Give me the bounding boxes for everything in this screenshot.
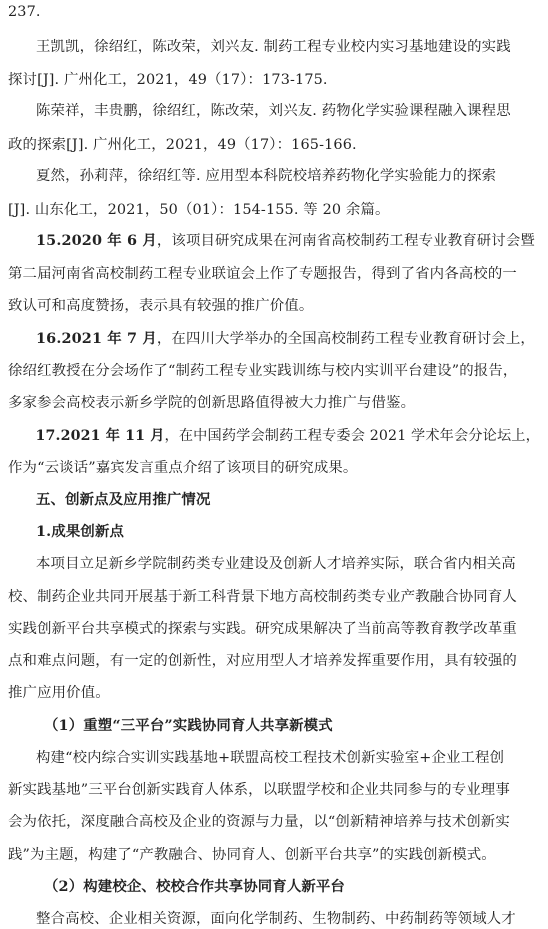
reference-line: 探讨[J]. 广州化工，2021，49（17）：173-175. <box>8 72 328 88</box>
paragraph-line: 16.2021 年 7 月，在四川大学举办的全国高校制药工程专业教育研讨会上， <box>36 330 535 347</box>
paragraph-line: 徐绍红教授在分会场作了“制药工程专业实践训练与校内实训平台建设”的报告， <box>8 363 518 379</box>
reference-line: [J]. 山东化工，2021，50（01）：154-155. 等 20 余篇。 <box>8 202 390 218</box>
paragraph-line: 多家参会高校表示新乡学院的创新思路值得被大力推广与借鉴。 <box>8 395 416 411</box>
text-line: 237. <box>8 4 41 20</box>
paragraph-line: 本项目立足新乡学院制药类专业建设及创新人才培养实际，联合省内相关高 <box>36 556 516 572</box>
paragraph-line: 整合高校、企业相关资源，面向化学制药、生物制药、中药制药等领域人才 <box>36 911 516 927</box>
item-lead: 16.2021 年 7 月 <box>36 330 157 347</box>
paragraph-line: 17.2021 年 11 月，在中国药学会制药工程专委会 2021 学术年会分论坛上， <box>35 427 540 444</box>
item-lead: 15.2020 年 6 月 <box>36 232 157 249</box>
subsection-heading: （2）构建校企、校校合作共享协同育人新平台 <box>44 878 345 895</box>
subsection-heading: 1.成果创新点 <box>36 523 125 540</box>
paragraph-line: 践”为主题，构建了“产教融合、协同育人、创新平台共享”的实践创新模式。 <box>8 847 496 863</box>
paragraph-line: 致认可和高度赞扬，表示具有较强的推广价值。 <box>8 298 314 314</box>
reference-line: 陈荣祥，丰贵鹏，徐绍红，陈改荣，刘兴友. 药物化学实验课程融入课程思 <box>36 103 511 119</box>
paragraph-line: 校、制药企业共同开展基于新工科背景下地方高校制药类专业产教融合协同育人 <box>8 589 517 605</box>
reference-line: 王凯凯，徐绍红，陈改荣，刘兴友. 制药工程专业校内实习基地建设的实践 <box>36 39 511 55</box>
section-heading: 五、创新点及应用推广情况 <box>36 491 211 508</box>
paragraph-line: 新实践基地”三平台创新实践育人体系，以联盟学校和企业共同参与的专业理事 <box>8 782 510 798</box>
reference-line: 政的探索[J]. 广州化工，2021，49（17）：165-166. <box>8 137 357 153</box>
paragraph-line: 实践创新平台共享模式的探索与实践。研究成果解决了当前高等教育教学改革重 <box>8 621 517 637</box>
paragraph-line: 15.2020 年 6 月，该项目研究成果在河南省高校制药工程专业教育研讨会暨 <box>36 232 535 249</box>
paragraph-line: 会为依托，深度融合高校及企业的资源与力量，以“创新精神培养与技术创新实 <box>8 814 510 830</box>
item-lead: 17.2021 年 11 月 <box>35 427 165 444</box>
subsection-heading: （1）重塑“三平台”实践协同育人共享新模式 <box>44 717 333 734</box>
paragraph-line: 作为“云谈话”嘉宾发言重点介绍了该项目的研究成果。 <box>8 460 358 476</box>
paragraph-line: 点和难点问题，有一定的创新性，对应用型人才培养发挥重要作用，具有较强的 <box>8 653 517 669</box>
reference-line: 夏然，孙莉萍，徐绍红等. 应用型本科院校培养药物化学实验能力的探索 <box>36 168 497 184</box>
paragraph-line: 第二届河南省高校制药工程专业联谊会上作了专题报告，得到了省内各高校的一 <box>8 266 517 282</box>
paragraph-line: 推广应用价值。 <box>8 685 110 701</box>
paragraph-line: 构建“校内综合实训实践基地+联盟高校工程技术创新实验室+企业工程创 <box>36 750 505 766</box>
